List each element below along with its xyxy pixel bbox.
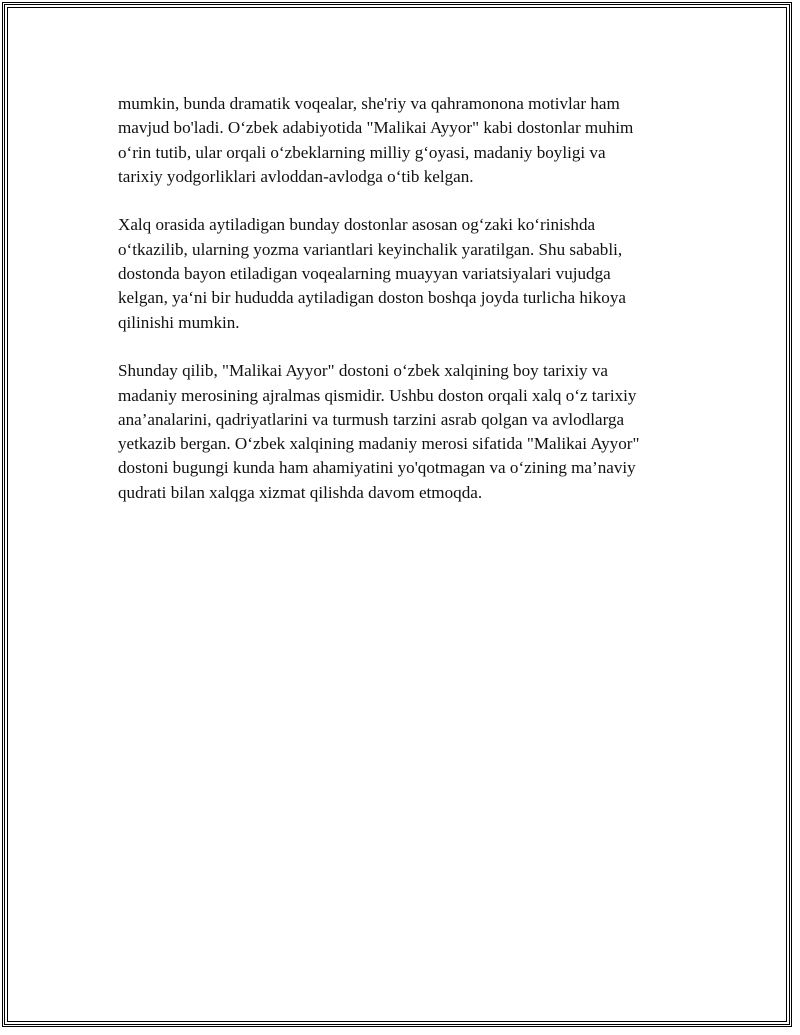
paragraph-3 xyxy=(118,359,698,505)
text-line: madaniy merosining ajralmas qismidir. Ushbu doston orqali xalq o‘z tarixiy xyxy=(118,385,637,405)
text-line: mumkin, bunda dramatik voqealar, she'riy va qahramonona motivlar ham xyxy=(118,94,620,113)
text-line: qudrati bilan xalqga xizmat qilishda davom etmoqda. xyxy=(118,482,483,502)
text-line: Shunday qilib, "Malikai Ayyor" dostoni o‘zbek xalqining boy tarixiy va xyxy=(118,361,609,381)
paragraph-2 xyxy=(118,213,698,334)
text-line: qilinishi mumkin. xyxy=(118,312,240,332)
text-line: Xalq orasida aytiladigan bunday dostonlar asosan og‘zaki ko‘rinishda xyxy=(118,215,596,235)
text-line: dostoni bugungi kunda ham ahamiyatini yo'qotmagan va o‘zining ma’naviy xyxy=(118,458,636,478)
text-line: kelgan, ya‘ni bir hududda aytiladigan doston boshqa joyda turlicha hikoya xyxy=(118,288,626,308)
text-line: dostonda bayon etiladigan voqealarning muayyan variatsiyalari vujudga xyxy=(118,264,611,284)
text-line: o‘rin tutib, ular orqali o‘zbeklarning milliy g‘oyasi, madaniy boyligi va xyxy=(118,142,606,162)
text-line: ana’analarini, qadriyatlarini va turmush tarzini asrab qolgan va avlodlarga xyxy=(118,409,625,429)
text-line: o‘tkazilib, ularning yozma variantlari keyinchalik yaratilgan. Shu sababli, xyxy=(118,239,623,259)
text-line: yetkazib bergan. O‘zbek xalqining madaniy merosi sifatida "Malikai Ayyor" xyxy=(118,434,640,454)
paragraph-1 xyxy=(118,92,698,189)
text-line: mavjud bo'ladi. O‘zbek adabiyotida "Malikai Ayyor" kabi dostonlar muhim xyxy=(118,118,634,138)
text-line: tarixiy yodgorliklari avloddan-avlodga o‘tib kelgan. xyxy=(118,166,474,186)
document-body xyxy=(118,92,698,529)
